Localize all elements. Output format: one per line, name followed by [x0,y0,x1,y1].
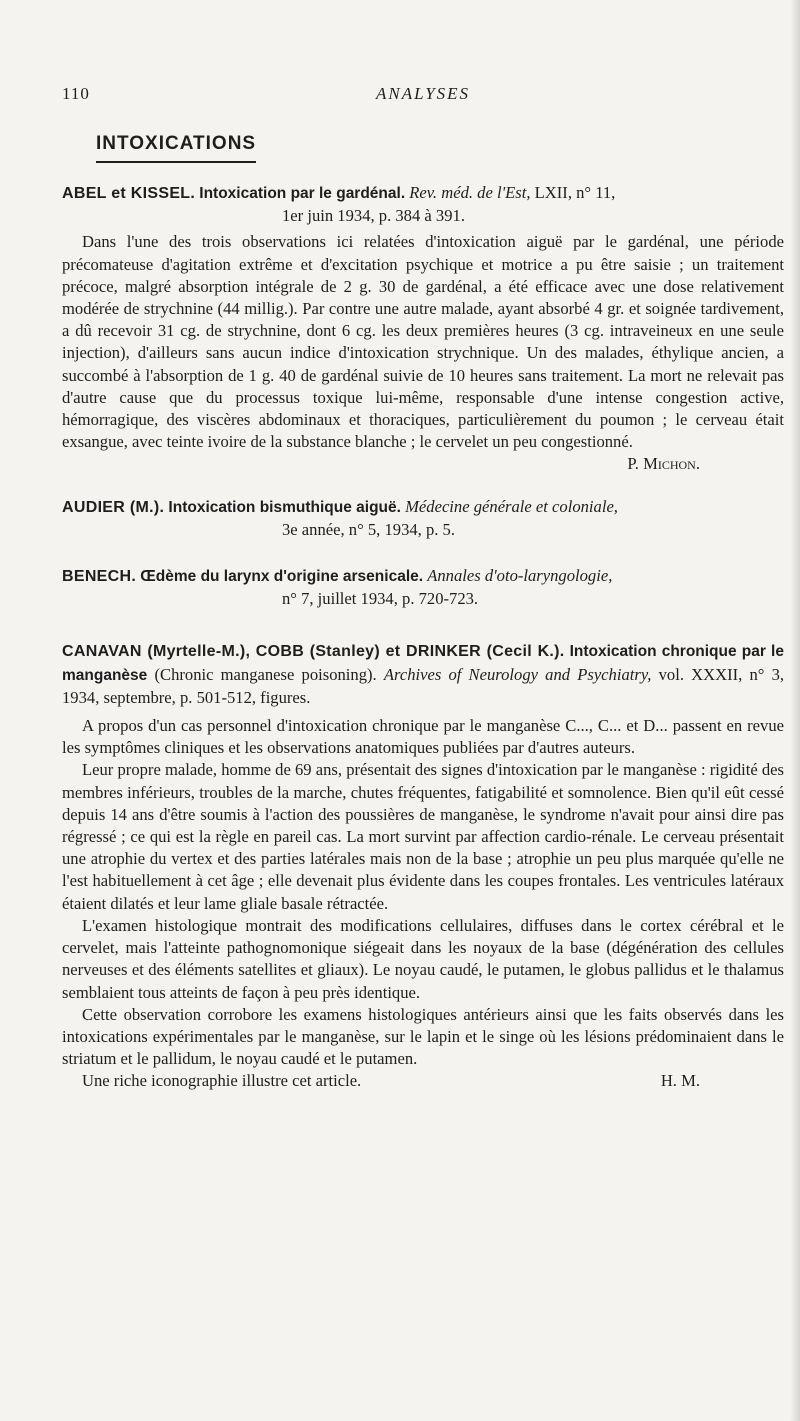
paragraph: L'examen histologique montrait des modifications cellulaires, diffuses dans le cortex cérébral et le cervelet, mais l'atteinte pathognomonique siégeait dans les noyaux de la base (dégénération des cellules nerveuses et des éléments satellites et gliaux). Le noyau caudé, le putamen, le globus pallidus et le thalamus semblaient tous atteints de façon à peu près identique. [62,915,784,1002]
entry-citation-2: n° 7, juillet 1934, p. 720-723. [282,589,479,609]
entry-citation-2: 1er juin 1934, p. 384 à 391. [282,206,465,226]
entry-journal: Archives of Neurology and Psychiatry, [383,664,652,684]
page-edge-shadow [790,0,800,1421]
paragraph: Leur propre malade, homme de 69 ans, présentait des signes d'intoxication par le manganèse : rigidité des membres inférieurs, troubles de la marche, chutes fréquentes, fatigabilité et somnolence. Bien qu'il eût cessé depuis 14 ans d'être soumis à l'action des poussières de manganèse, le syndrome n'avait pour ainsi dire pas régressé ; ce qui est la règle en pareil cas. La mort survint par affection cardio-rénale. Le cerveau présentait une atrophie du vertex et des parties latérales mais non de la base ; atrophie un peu plus marquée qu'elle ne l'est habituellement à cet âge ; elle devenait plus évidente dans les coupes frontales. Les ventricules latéraux étaient dilatés et leur lame gliale basale rétractée. [62,760,784,913]
entry-subtitle: (Chronic manganese poisoning). [154,664,377,684]
section-title: INTOXICATIONS [96,133,256,163]
running-head [62,84,784,108]
entry-authors: CANAVAN (Myrtelle-M.), COBB (Stanley) et DRINKER (Cecil K.). [62,643,565,661]
signature: H. M. [660,1071,700,1091]
article-body [62,182,784,1093]
entry-journal: Rev. méd. de l'Est, [409,183,531,202]
entry-title: Intoxication par le gardénal. [199,185,406,202]
entry-journal: Annales d'oto-laryngologie, [427,566,613,586]
entry-audier [62,496,784,541]
entry-title: Œdème du larynx d'origine arsenicale. [140,568,424,586]
paragraph: Dans l'une des trois observations ici relatées d'intoxication aiguë par le gardénal, une période précomateuse d'agitation extrême et d'excitation psychique et motrice a pu être saisie ; un traitement précoce, malgré absorption intégrale de 2 g. 30 de gardénal, a été efficace avec une dose relativement modérée de strychnine (44 millig.). Par contre une autre malade, ayant absorbé 4 gr. et soignée tardivement, a dû recevoir 31 cg. de strychnine, dont 6 cg. les deux premières heures (3 cg. intraveineux en une seule injection), d'ailleurs sans aucun indice d'intoxication strychnique. Un des malades, éthylique ancien, a succombé à l'absorption de 1 g. 40 de gardénal suivie de 10 heures sans traitement. La mort ne relevait pas d'autre cause que du processus toxique lui-même, responsable d'une intense congestion active, hémorragique, des viscères abdominaux et thoraciques, particulièrement du poumon ; le cerveau était exsangue, avec teinte ivoire de la substance blanche ; le cervelet un peu congestionné. [62,232,784,452]
entry-canavan-cobb-drinker [62,640,784,1092]
reference [62,496,784,541]
signature: P. Michon. [627,454,700,474]
final-line [62,1070,784,1092]
paragraph: Cette observation corrobore les examens histologiques antérieurs ainsi que les faits observés dans les intoxications expérimentales par le manganèse, sur le lapin et le singe où les lésions prédominaient dans le striatum et le pallidum, le noyau caudé et le putamen. [62,1004,784,1069]
entry-authors: ABEL et KISSEL. [62,185,196,202]
entry-title: Intoxication bismuthique aiguë. [168,498,401,516]
entry-authors: BENECH. [62,568,137,586]
running-title: ANALYSES [375,84,471,103]
entry-citation-2: 3e année, n° 5, 1934, p. 5. [282,519,455,539]
entry-abel-kissel [62,182,784,476]
reference [62,565,784,610]
page-number: 110 [62,84,90,103]
paragraph: A propos d'un cas personnel d'intoxication chronique par le manganèse C..., C... et D... passent en revue les symptômes cliniques et les observations anatomiques publiées par d'autres auteurs. [62,716,784,758]
reference [62,640,784,709]
reference [62,182,784,227]
entry-citation-1: LXII, n° 11, [534,183,616,202]
entry-benech [62,565,784,610]
final-line-text: Une riche iconographie illustre cet article. [82,1071,362,1091]
entry-citation: vol. XXXII, n° 3, 1934, septembre, p. 501-512, figures. [62,664,785,707]
entry-journal: Médecine générale et coloniale, [405,496,618,516]
entry-title: Intoxication chronique par le manganèse [62,643,784,684]
entry-authors: AUDIER (M.). [62,498,165,516]
